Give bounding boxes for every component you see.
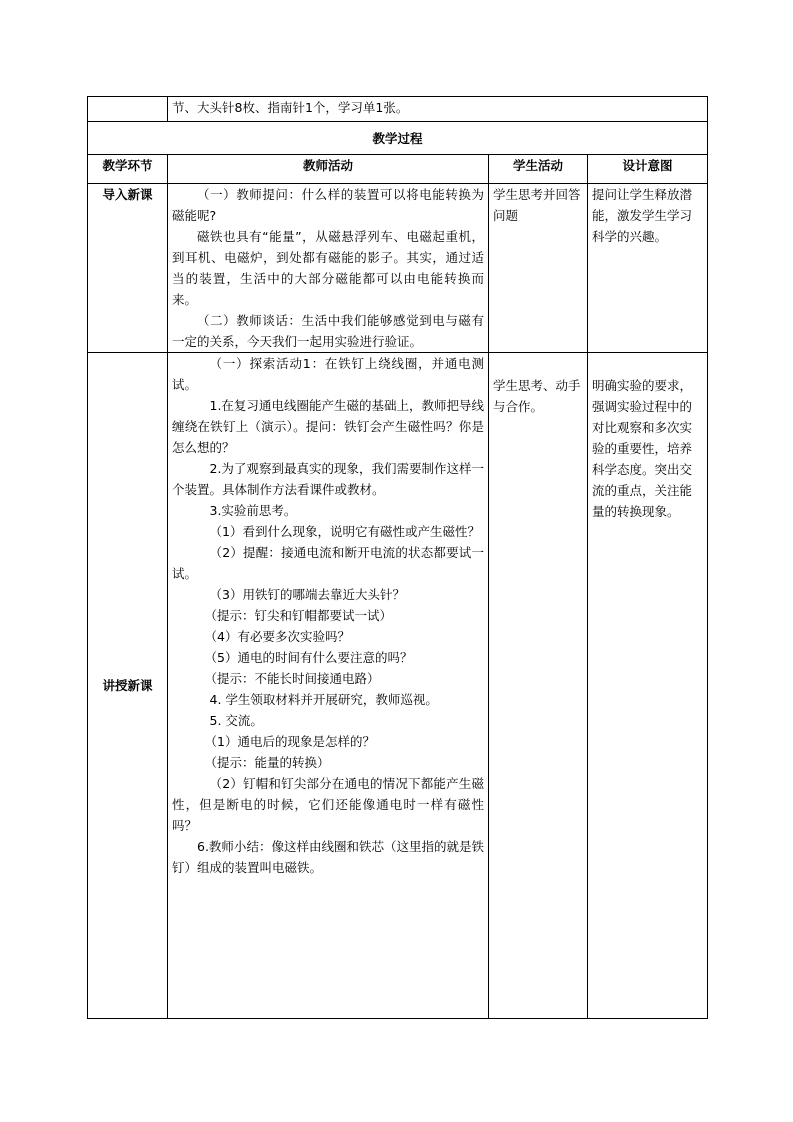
lesson-plan-table: [87, 96, 708, 1019]
student-activity-cell: 学生思考、动手与合作。: [489, 353, 588, 1019]
teacher-paragraph: （4）有必要多次实验吗？: [204, 629, 350, 644]
teacher-paragraph: 3.实验前思考。: [209, 503, 297, 518]
column-header-intent: 设计意图: [588, 155, 708, 184]
teacher-paragraph: 6.教师小结：像这样由线圈和铁芯（这里指的就是铁钉）组成的装置叫电磁铁。: [172, 839, 484, 875]
teacher-paragraph: （二）教师谈话：生活中我们能够感觉到电与磁有一定的关系，今天我们一起用实验进行验证。: [172, 313, 484, 349]
student-activity-cell: 学生思考并回答问题: [489, 184, 588, 353]
teacher-paragraph: （2）钉帽和钉尖部分在通电的情况下都能产生磁性，但是断电的时候，它们还能像通电时一样有磁性吗？: [172, 776, 484, 833]
teacher-paragraph: （5）通电的时间有什么要注意的吗？: [204, 650, 413, 665]
teacher-paragraph: （一）探索活动1：在铁钉上绕线圈，并通电测试。: [172, 356, 484, 392]
teacher-paragraph: （提示：钉尖和钉帽都要试一试）: [204, 608, 393, 623]
column-header-row: [88, 155, 708, 184]
teacher-activity-cell: [168, 353, 489, 1019]
teacher-paragraph: 5. 交流。: [209, 713, 263, 728]
teacher-paragraph: 2.为了观察到最真实的现象，我们需要制作这样一个装置。具体制作方法看课件或教材。: [172, 461, 484, 497]
stage-main: 讲授新课: [88, 353, 168, 1019]
teacher-paragraph: （提示：能量的转换）: [204, 755, 330, 770]
section-title: 教学过程: [88, 122, 708, 155]
teacher-paragraph: （2）提醒：接通电流和断开电流的状态都要试一试。: [172, 545, 484, 581]
previous-row-left-cell: [88, 97, 168, 122]
teacher-activity-cell: [168, 184, 489, 353]
teacher-paragraph: （1）通电后的现象是怎样的？: [204, 734, 375, 749]
previous-row: [88, 97, 708, 122]
stage-intro: 导入新课: [88, 184, 168, 353]
table-row: [88, 184, 708, 353]
teacher-paragraph: （3）用铁钉的哪端去靠近大头针？: [209, 587, 405, 602]
column-header-teacher: 教师活动: [168, 155, 489, 184]
teacher-paragraph: 磁铁也具有“能量”，从磁悬浮列车、电磁起重机，到耳机、电磁炉，到处都有磁能的影子。其实，通过适当的装置，生活中的大部分磁能都可以由电能转换而来。: [172, 229, 484, 307]
column-header-stage: 教学环节: [88, 155, 168, 184]
table-row: [88, 353, 708, 1019]
materials-continuation: 节、大头针8枚、指南针1个，学习单1张。: [168, 97, 708, 122]
teacher-paragraph: （1）看到什么现象，说明它有磁性或产生磁性？: [209, 524, 480, 539]
design-intent-cell: 提问让学生释放潜能，激发学生学习科学的兴趣。: [588, 184, 708, 353]
teacher-paragraph: 1.在复习通电线圈能产生磁的基础上，教师把导线缠绕在铁钉上（演示）。提问：铁钉会产生磁性吗？你是怎么想的？: [172, 398, 484, 455]
column-header-student: 学生活动: [489, 155, 588, 184]
teacher-paragraph: （提示：不能长时间接通电路）: [204, 671, 380, 686]
section-title-row: [88, 122, 708, 155]
teacher-paragraph: （一）教师提问：什么样的装置可以将电能转换为磁能呢?: [172, 187, 484, 223]
teacher-paragraph: 4. 学生领取材料并开展研究，教师巡视。: [209, 692, 438, 707]
design-intent-cell: 明确实验的要求，强调实验过程中的对比观察和多次实验的重要性，培养科学态度。突出交流的重点，关注能量的转换现象。: [588, 353, 708, 1019]
